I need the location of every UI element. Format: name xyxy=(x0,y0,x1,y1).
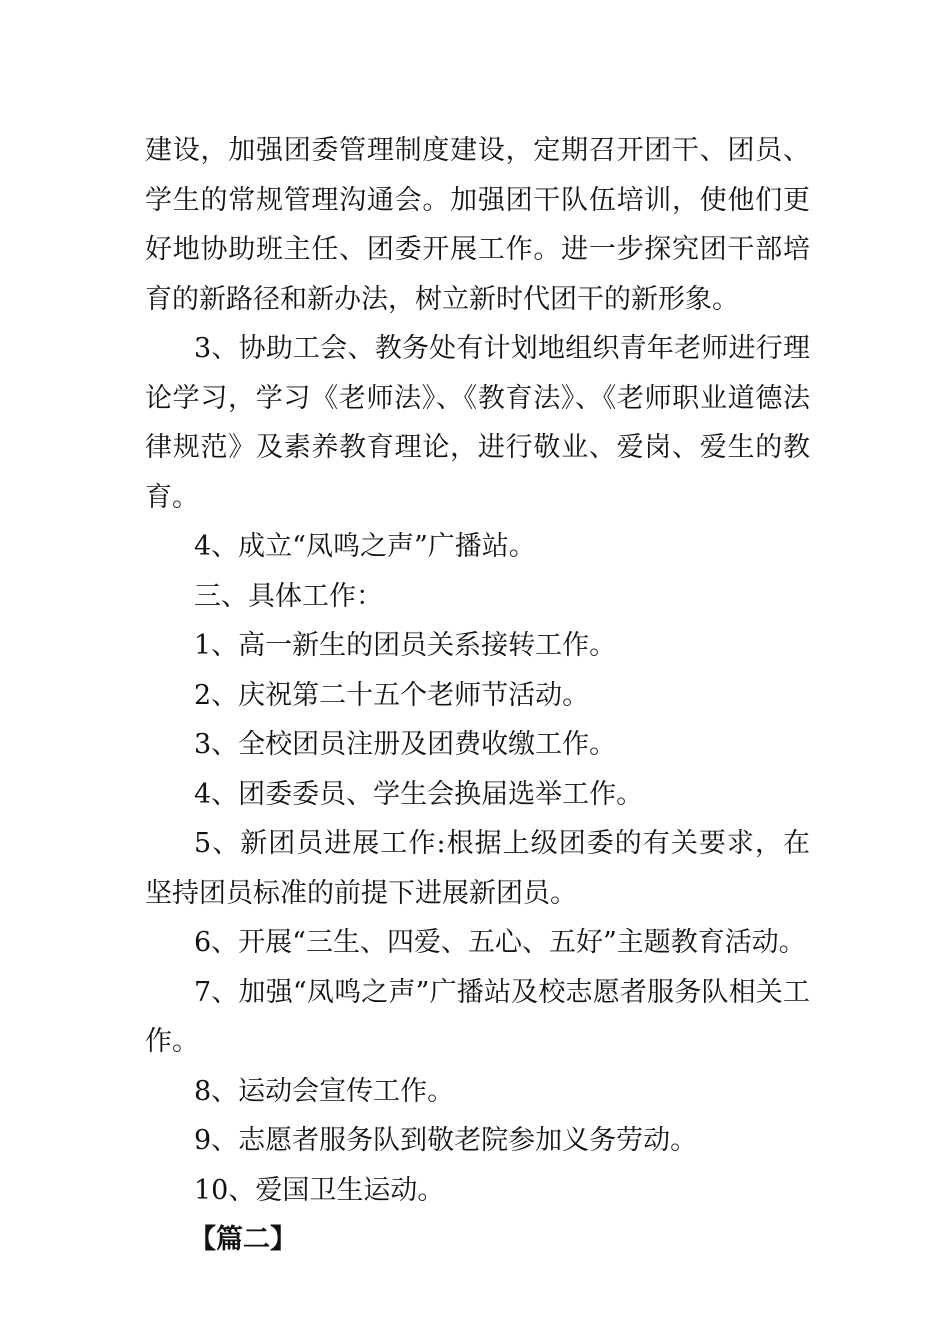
list-item-8: 8、运动会宣传工作。 xyxy=(194,1075,455,1107)
list-item-7: 7、加强“凤鸣之声”广播站及校志愿者服务队相关工作。 xyxy=(145,976,810,1057)
list-item-6: 6、开展“三生、四爱、五心、五好”主题教育活动。 xyxy=(194,927,806,958)
list-item-3: 3、全校团员注册及团费收缴工作。 xyxy=(194,729,617,760)
paragraph-3: 4、成立“凤鸣之声”广播站。 xyxy=(194,531,536,562)
section-heading: 【篇二】 xyxy=(189,1224,297,1255)
paragraph-1: 建设，加强团委管理制度建设，定期召开团干、团员、学生的常规管理沟通会。加强团干队伍培训，使他们更好地协助班主任、团委开展工作。进一步探究团干部培育的新路径和新办法，树立新时代团干的新形象。 xyxy=(145,135,810,315)
list-item-10: 10、爱国卫生运动。 xyxy=(194,1174,445,1206)
paragraph-2: 3、协助工会、教务处有计划地组织青年老师进行理论学习，学习《老师法》、《教育法》、《老师职业道德法律规范》及素养教育理论，进行敬业、爱岗、爱生的教育。 xyxy=(145,333,810,513)
list-item-9: 9、志愿者服务队到敬老院参加义务劳动。 xyxy=(194,1125,698,1156)
paragraph-4-heading: 三、具体工作： xyxy=(194,580,383,612)
list-item-1: 1、高一新生的团员关系接转工作。 xyxy=(194,630,617,661)
document-body xyxy=(145,126,810,1265)
list-item-2: 2、庆祝第二十五个老师节活动。 xyxy=(194,679,590,711)
list-item-4: 4、团委委员、学生会换届选举工作。 xyxy=(194,778,644,810)
list-item-5: 5、新团员进展工作:根据上级团委的有关要求，在坚持团员标准的前提下进展新团员。 xyxy=(145,828,810,909)
